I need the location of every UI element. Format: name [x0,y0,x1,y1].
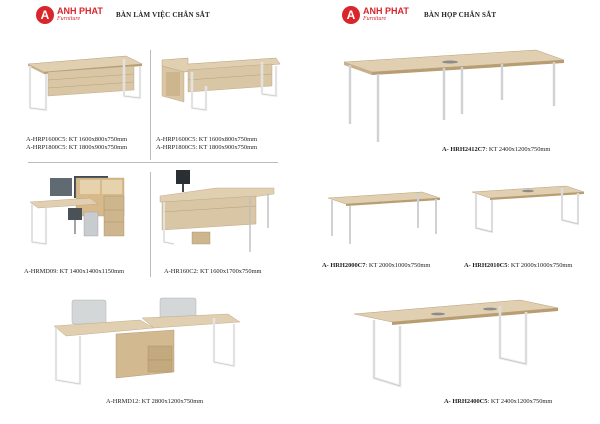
product-image-hrh2010 [470,184,590,244]
product-image-hrh2412 [340,44,570,144]
caption-hrh2412: A- HRH2412C7: KT 2400x1200x750mm [442,146,551,153]
brand-logo-right [342,6,409,24]
logo-tagline: Furniture [363,16,387,22]
section-title-meeting-tables: BÀN HỌP CHÂN SẮT [424,11,497,19]
product-image-hrh2400 [350,294,570,394]
product-image-hrmd12 [50,296,250,396]
divider-horizontal [28,162,278,163]
section-title-desks: BÀN LÀM VIỆC CHÂN SẮT [116,11,210,19]
logo-tagline: Furniture [57,16,81,22]
caption-hrh2010: A- HRH2010C5: KT 2000x1000x750mm [464,262,573,269]
logo-icon: A [342,6,360,24]
product-image-hrmd09 [28,172,138,252]
caption-hrp-b: A-HRP1600C5: KT 1600x800x750mm A-HRP1800C5: KT 1800x900x750mm [156,136,258,151]
logo-name: ANH PHAT [57,6,103,16]
logo-name: ANH PHAT [363,6,409,16]
product-image-hrp-l-desk [158,52,288,122]
product-image-hr160c2 [156,166,276,256]
divider-vertical [150,172,151,277]
logo-icon: A [36,6,54,24]
caption-hrh2000: A- HRH2000C7: KT 2000x1000x750mm [322,262,431,269]
caption-hrmd09: A-HRMD09: KT 1400x1400x1150mm [24,268,125,275]
brand-logo-left [36,6,103,24]
product-image-hrh2000 [326,190,446,250]
caption-hrmd12: A-HRMD12: KT 2800x1200x750mm [106,398,204,405]
product-image-hrp-desk [24,50,154,120]
caption-hrh2400: A- HRH2400C5: KT 2400x1200x750mm [444,398,553,405]
caption-hrp-a: A-HRP1600C5: KT 1600x800x750mm A-HRP1800C5: KT 1800x900x750mm [26,136,128,151]
caption-hr160c2: A-HR160C2: KT 1600x1700x750mm [164,268,262,275]
